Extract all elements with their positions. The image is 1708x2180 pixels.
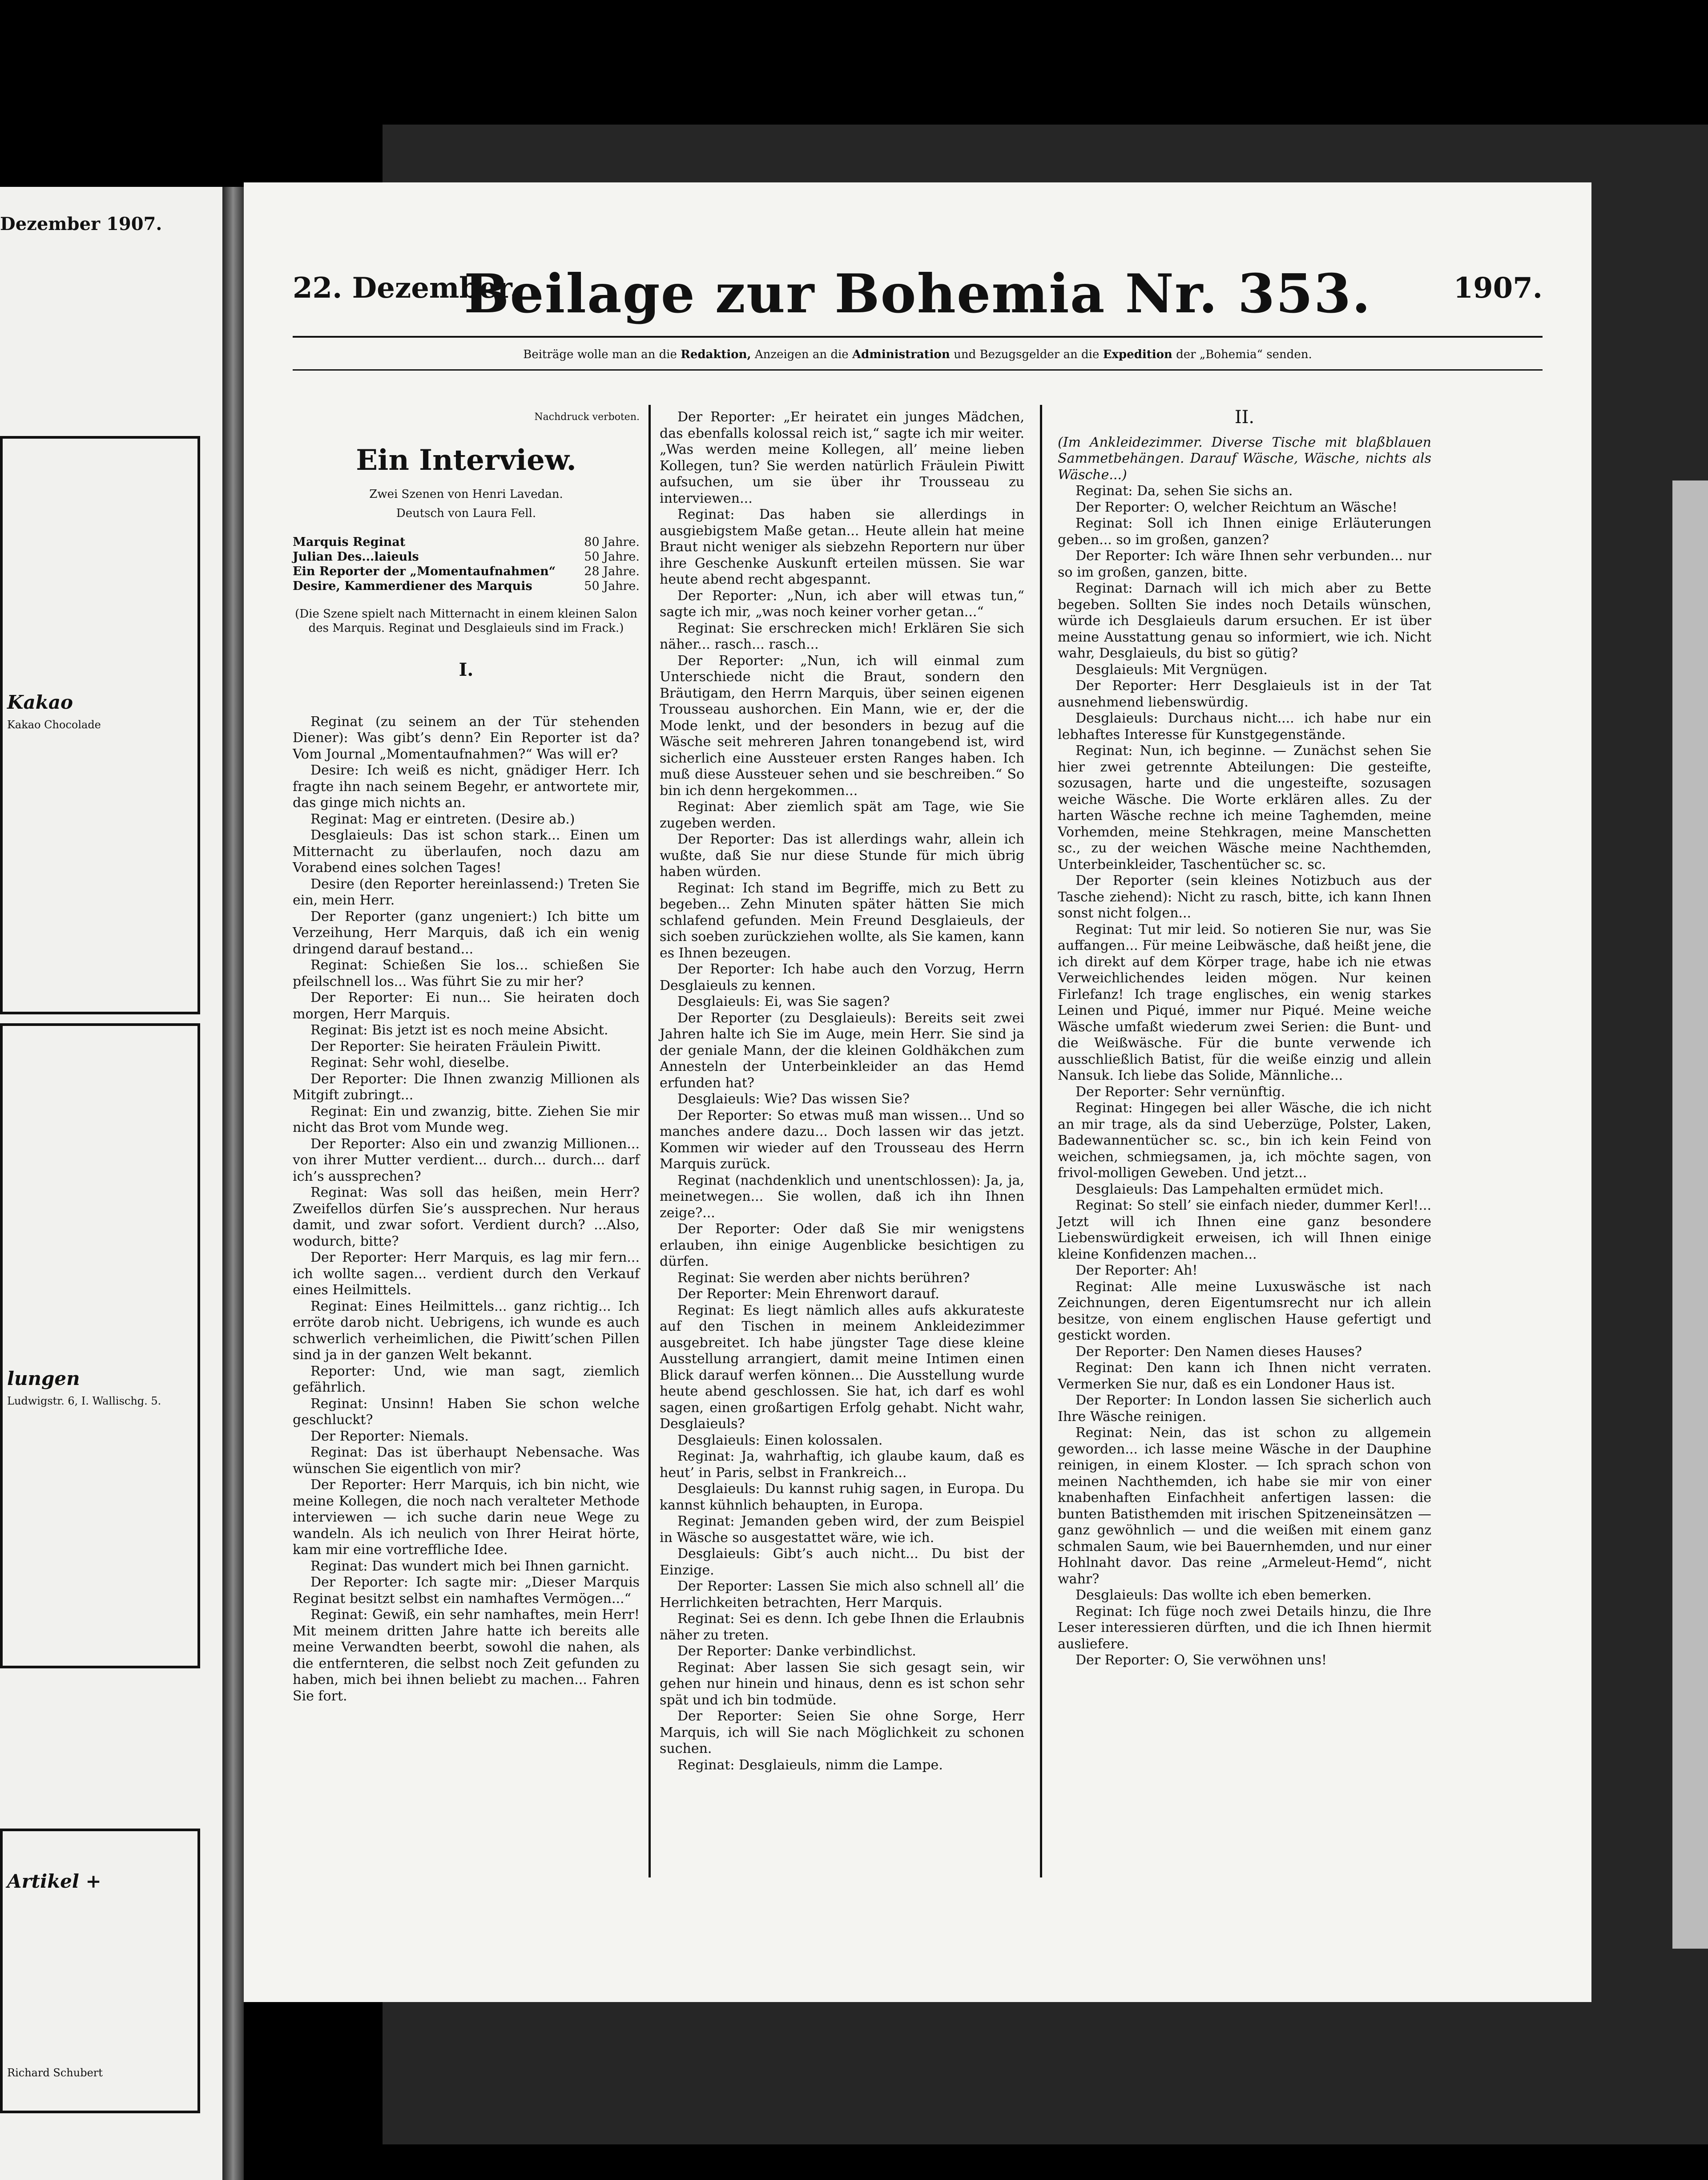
dialogue-paragraph: Der Reporter: Die Ihnen zwanzig Millionen als Mitgift zubringt... [293,1071,640,1103]
dialogue-paragraph: Der Reporter: Den Namen dieses Hauses? [1076,1344,1362,1360]
cast-age: 80 Jahre. [584,535,640,549]
dialogue-paragraph: Der Reporter: Ich habe auch den Vorzug, Herrn Desglaieuls zu kennen. [660,961,1024,993]
scene-2-stage-direction: (Im Ankleidezimmer. Diverse Tische mit blaßblauen Sammetbehängen. Darauf Wäsche, Wäsche, nichts als Wäsche...) [1058,434,1431,483]
scene-heading-1: I. [459,659,474,680]
dialogue-paragraph: Reginat: Ich füge noch zwei Details hinzu, die Ihre Leser interessieren dürften, und die ich Ihnen hiermit ausliefere. [1058,1603,1431,1652]
dialogue-paragraph: Der Reporter (ganz ungeniert:) Ich bitte um Verzeihung, Herr Marquis, daß ich ein wenig dringend darauf bestand... [293,908,640,957]
dialogue-paragraph: Desglaieuls: Einen kolossalen. [677,1432,883,1448]
dialogue-paragraph: Der Reporter: Lassen Sie mich also schnell all’ die Herrlichkeiten betrachten, Herr Marquis. [660,1578,1024,1611]
dialogue-paragraph: Desglaieuls: Das ist schon stark... Einen um Mitternacht zu überlaufen, noch dazu am Vorabend eines solchen Tages! [293,828,640,876]
dialogue-paragraph: Reginat: Das ist überhaupt Nebensache. Was wünschen Sie eigentlich von mir? [293,1445,640,1477]
cast-age: 28 Jahre. [584,565,640,578]
dialogue-paragraph: Reginat: Eines Heilmittels... ganz richtig... Ich erröte darob nicht. Uebrigens, ich wunde es auch schwerlich verheimlichen, die Piwitt’schen Pillen sind ja in der ganzen Welt bekannt. [293,1298,640,1363]
masthead-date: 22. Dezember. [293,271,520,305]
left-ad-1-title: Kakao [7,691,73,713]
left-page-fragment [0,187,222,2180]
dialogue-paragraph: Der Reporter: Ich wäre Ihnen sehr verbunden... nur so im großen, ganzen, bitte. [1058,548,1431,580]
notice-administration: Administration [852,348,950,361]
dialogue-paragraph: Reginat: Aber lassen Sie sich gesagt sein, wir gehen nur hinein und hinaus, denn es ist schon sehr spät und ich bin todmüde. [660,1659,1024,1708]
dialogue-paragraph: Der Reporter: In London lassen Sie sicherlich auch Ihre Wäsche reinigen. [1058,1393,1431,1425]
dialogue-paragraph: Der Reporter: „Nun, ich aber will etwas tun,“ sagte ich mir, „was noch keiner vorher getan...“ [660,588,1024,620]
dialogue-paragraph: Der Reporter: Herr Marquis, es lag mir fern... ich wollte sagen... verdient durch den Verkauf eines Heilmittels. [293,1250,640,1298]
dialogue-paragraph: Der Reporter: Herr Marquis, ich bin nicht, wie meine Kollegen, die noch nach veralteter Methode interviewen — ich suche darin neue Wege zu wandeln. Als ich neulich von Ihrer Heirat hörte, kam mir eine vortreffliche Idee. [293,1477,640,1558]
notice-pre: Beiträge wolle man an die [523,348,677,361]
left-ad-3-sub: Richard Schubert [7,2067,103,2079]
dialogue-paragraph: Der Reporter: Also ein und zwanzig Millionen... von ihrer Mutter verdient... durch... durch... darf ich’s aussprechen? [293,1136,640,1184]
cast-role: Ein Reporter der „Momentaufnahmen“ [293,565,556,578]
left-page-date: Dezember 1907. [0,214,162,234]
left-ad-2-sub: Ludwigstr. 6, I. Wallischg. 5. [7,1395,161,1407]
left-ad-3-title: Artikel + [7,1870,101,1892]
dialogue-paragraph: Reginat: Es liegt nämlich alles aufs akkurateste auf den Tischen in meinem Ankleidezimmer ausgebreitet. Ich habe jüngster Tage diese kleine Ausstellung arrangiert, damit meine Intimen einen Blick darauf werfen können... Die Ausstellung wurde heute abend geschlossen. Sie hat, ich darf es wohl sagen, einen großartigen Erfolg gehabt. Nicht wahr, Desglaieuls? [660,1302,1024,1432]
cast-row [293,549,640,564]
cast-role: Desire, Kammerdiener des Marquis [293,579,532,593]
dialogue-paragraph: Der Reporter: So etwas muß man wissen... Und so manches andere dazu... Doch lassen wir das jetzt. Kommen wir wieder auf den Trousseau des Herrn Marquis zurück. [660,1107,1024,1172]
cast-row [293,535,640,549]
dialogue-paragraph: Reporter: Und, wie man sagt, ziemlich gefährlich. [293,1363,640,1395]
dialogue-paragraph: Desglaieuls: Du kannst ruhig sagen, in Europa. Du kannst kühnlich behaupten, in Europa. [660,1481,1024,1513]
dialogue-paragraph: Der Reporter: Seien Sie ohne Sorge, Herr Marquis, ich will Sie nach Möglichkeit zu schonen suchen. [660,1708,1024,1756]
dialogue-paragraph: Der Reporter: Das ist allerdings wahr, allein ich wußte, daß Sie nur diese Stunde für mich übrig haben würden. [660,832,1024,880]
dialogue-paragraph: Der Reporter: Ah! [1076,1263,1198,1278]
masthead [293,262,1543,334]
notice-expedition: Expedition [1103,348,1172,361]
dialogue-paragraph: Reginat (zu seinem an der Tür stehenden Diener): Was gibt’s denn? Ein Reporter ist da? Vom Journal „Momentaufnahmen?“ Was will er? [293,714,640,762]
newspaper-page [244,182,1591,2002]
cast-role: Julian Des...laieuls [293,550,419,564]
column-3 [1058,409,1431,1669]
dialogue-paragraph: Der Reporter: Sehr vernünftig. [1076,1084,1285,1100]
dialogue-paragraph: Der Reporter (zu Desglaieuls): Bereits seit zwei Jahren halte ich Sie im Auge, mein Herr. Sie sind ja der geniale Mann, der die kleinen Goldhäkchen zum Annesteln der Unterbeinkleider an das Hemd erfunden hat? [660,1010,1024,1091]
dialogue-paragraph: Reginat: Sie werden aber nichts berühren? [677,1270,970,1286]
column-3-body [1058,483,1431,1669]
dialogue-paragraph: Reginat: Sehr wohl, dieselbe. [310,1055,510,1070]
scene-heading-2: II. [1234,407,1255,428]
dialogue-paragraph: Reginat: Tut mir leid. So notieren Sie nur, was Sie auffangen... Für meine Leibwäsche, daß heißt jene, die ich direkt auf dem Körper trage, habe ich nie etwas Verweichlichendes leiden mögen. Nur keinen Firlefanz! Ich trage englisches, ein wenig starkes Leinen und Piqué, immer nur Piqué. Meine weiche Wäsche umfaßt wiederum zwei Serien: die Bunt- und die Weißwäsche. Für die bunte verwende ich ausschließlich Batist, für die weiße einzig und allein Nansuk. Ich liebe das Solide, Männliche... [1058,921,1431,1083]
dialogue-paragraph: Reginat: Das wundert mich bei Ihnen garnicht. [310,1558,630,1574]
masthead-rule-top [293,336,1543,338]
masthead-year: 1907. [1453,271,1543,305]
dialogue-paragraph: Reginat: Den kann ich Ihnen nicht verraten. Vermerken Sie nur, daß es ein Londoner Haus ist. [1058,1360,1431,1392]
article-translator: Deutsch von Laura Fell. [396,506,536,520]
dialogue-paragraph: Desglaieuls: Durchaus nicht.... ich habe nur ein lebhaftes Interesse für Kunstgegenstände. [1058,711,1431,743]
dialogue-paragraph: Reginat: Ja, wahrhaftig, ich glaube kaum, daß es heut’ in Paris, selbst in Frankreich... [660,1449,1024,1481]
dialogue-paragraph: Der Reporter: „Er heiratet ein junges Mädchen, das ebenfalls kolossal reich ist,“ sagte ich mir weiter. „Was werden meine Kollegen, all’ meine lieben Kollegen, tun? Sie werden natürlich Fräulein Piwitt aufsuchen, um sie über ihr Trousseau zu interviewen... [660,409,1024,506]
column-2-body [660,409,1024,1773]
dialogue-paragraph: Reginat: Jemanden geben wird, der zum Beispiel in Wäsche so ausgestattet wäre, wie ich. [660,1514,1024,1546]
cast-age: 50 Jahre. [584,579,640,593]
column-2 [660,409,1024,1773]
cast-row [293,564,640,579]
book-gutter [222,187,244,2180]
column-rule-1 [649,405,651,1877]
dialogue-paragraph: Reginat: Alle meine Luxuswäsche ist nach Zeichnungen, deren Eigentumsrecht nur ich allein besitze, von einem englischen Hause gefertigt und gestickt worden. [1058,1279,1431,1343]
dialogue-paragraph: Reginat: Bis jetzt ist es noch meine Absicht. [310,1022,608,1038]
dialogue-paragraph: Reginat: So stell’ sie einfach nieder, dummer Kerl!... Jetzt will ich Ihnen eine ganz besondere Liebenswürdigkeit erweisen, ich will Ihnen einige kleine Konfidenzen machen... [1058,1198,1431,1262]
dialogue-paragraph: Der Reporter: Niemals. [310,1428,469,1444]
dialogue-paragraph: Der Reporter: Ich sagte mir: „Dieser Marquis Reginat besitzt selbst ein namhaftes Vermögen...“ [293,1574,640,1607]
dialogue-paragraph: Reginat: Sie erschrecken mich! Erklären Sie sich näher... rasch... rasch... [660,620,1024,652]
notice-mid1: Anzeigen an die [754,348,849,361]
dialogue-paragraph: Der Reporter: „Nun, ich will einmal zum Unterschiede nicht die Braut, sondern den Bräutigam, den Herrn Marquis, über seinen eigenen Trousseau aushorchen. Ein Mann, wie er, der die Mode lenkt, und der besonders in bezug auf die Wäsche seit mehreren Jahren tonangebend ist, wird sicherlich eine Aussteuer ersten Ranges haben. Ich muß diese Aussteuer sehen und sie beschreiben.“ So bin ich denn hergekommen... [660,653,1024,799]
dialogue-paragraph: Reginat: Nein, das ist schon zu allgemein geworden... ich lasse meine Wäsche in der Dauphine reinigen, in einem Kloster. — Ich sprach schon von meinen Nachthemden, ich habe sie mir von einer knabenhaften Einfachheit anfertigen lassen: die bunten Batisthemden mit irischen Spitzeneinsätzen — ganz gewöhnlich — und die weißen mit einem ganz schmalen Saum, wie bei Bauernhemden, und nur einer Hohlnaht davor. Das reine „Armeleut-Hemd“, nicht wahr? [1058,1425,1431,1587]
column-1-body [293,714,640,1705]
notice-mid2: und Bezugsgelder an die [954,348,1100,361]
dialogue-paragraph: Desglaieuls: Das Lampehalten ermüdet mich. [1076,1181,1384,1197]
dialogue-paragraph: Reginat: Ein und zwanzig, bitte. Ziehen Sie mir nicht das Brot vom Munde weg. [293,1103,640,1135]
left-ad-2-title: lungen [7,1368,80,1389]
article-title: Ein Interview. [356,443,576,477]
page-stack-edge [1672,480,1708,1949]
notice-redaktion: Redaktion, [681,348,751,361]
dialogue-paragraph: Reginat: Ich stand im Begriffe, mich zu Bett zu begeben... Zehn Minuten später hätten Sie mich schlafend gefunden. Mein Freund Desglaieuls, der sich soeben zurückziehen wollte, als Sie kamen, kann es Ihnen bezeugen. [660,880,1024,961]
left-ad-3 [0,1829,200,2113]
dialogue-paragraph: Der Reporter: Herr Desglaieuls ist in der Tat ausnehmend liebenswürdig. [1058,678,1431,710]
dialogue-paragraph: Desglaieuls: Mit Vergnügen. [1076,662,1268,678]
dialogue-paragraph: Desglaieuls: Gibt’s auch nicht... Du bist der Einzige. [660,1546,1024,1578]
left-ad-2 [0,1023,200,1668]
dialogue-paragraph: Der Reporter (sein kleines Notizbuch aus der Tasche ziehend): Nicht zu rasch, bitte, ich kann Ihnen sonst nicht folgen... [1058,873,1431,921]
submission-notice [293,348,1543,361]
dialogue-paragraph: Reginat: Unsinn! Haben Sie schon welche geschluckt? [293,1396,640,1428]
left-ad-1-sub: Kakao Chocolade [7,719,101,731]
column-rule-2 [1040,405,1042,1877]
cast-age: 50 Jahre. [584,550,640,564]
dialogue-paragraph: Der Reporter: Danke verbindlichst. [677,1643,916,1659]
masthead-title: Beilage zur Bohemia Nr. 353. [464,262,1371,325]
dialogue-paragraph: Reginat: Aber ziemlich spät am Tage, wie Sie zugeben werden. [660,799,1024,831]
cast-row [293,579,640,593]
left-ad-1 [0,436,200,1014]
cast-role: Marquis Reginat [293,535,406,549]
cast-list [293,535,640,593]
dialogue-paragraph: Reginat: Darnach will ich mich aber zu Bette begeben. Sollten Sie indes noch Details wünschen, würde ich Desglaieuls darum ersuchen. Er ist über meine Ausstattung genau so informiert, wie ich. Nicht wahr, Desglaieuls, du bist so gütig? [1058,581,1431,661]
dialogue-paragraph: Desglaieuls: Das wollte ich eben bemerken. [1076,1587,1372,1603]
dialogue-paragraph: Desglaieuls: Wie? Das wissen Sie? [677,1091,910,1107]
dialogue-paragraph: Desglaieuls: Ei, was Sie sagen? [677,994,890,1009]
dialogue-paragraph: Der Reporter: O, Sie verwöhnen uns! [1076,1652,1327,1668]
article-subtitle: Zwei Szenen von Henri Lavedan. [369,488,563,501]
dialogue-paragraph: Desire (den Reporter hereinlassend:) Treten Sie ein, mein Herr. [293,876,640,908]
dialogue-paragraph: Der Reporter: Oder daß Sie mir wenigstens erlauben, ihn einige Augenblicke besichtigen zu dürfen. [660,1221,1024,1269]
scene-note: (Die Szene spielt nach Mitternacht in einem kleinen Salon des Marquis. Reginat und Desglaieuls sind im Frack.) [295,607,637,635]
dialogue-paragraph: Reginat: Das haben sie allerdings in ausgiebigstem Maße getan... Heute allein hat meine Braut nicht weniger als siebzehn Reportern nur über ihre Geschenke Auskunft erteilen müssen. Sie war heute abend recht abgespannt. [660,507,1024,587]
dialogue-paragraph: Reginat: Schießen Sie los... schießen Sie pfeilschnell los... Was führt Sie zu mir her? [293,957,640,989]
dialogue-paragraph: Desire: Ich weiß es nicht, gnädiger Herr. Ich fragte ihn nach seinem Begehr, er antwortete mir, das ginge mich nichts an. [293,763,640,811]
dialogue-paragraph: Der Reporter: Sie heiraten Fräulein Piwitt. [310,1038,601,1054]
dialogue-paragraph: Reginat: Desglaieuls, nimm die Lampe. [677,1757,943,1773]
dialogue-paragraph: Der Reporter: Ei nun... Sie heiraten doch morgen, Herr Marquis. [293,990,640,1022]
dialogue-paragraph: Reginat: Sei es denn. Ich gebe Ihnen die Erlaubnis näher zu treten. [660,1611,1024,1643]
dialogue-paragraph: Reginat: Da, sehen Sie sichs an. [1076,483,1293,499]
dialogue-paragraph: Reginat: Hingegen bei aller Wäsche, die ich nicht an mir trage, als da sind Ueberzüge, Polster, Laken, Badewannentücher sc. sc., bin ich kein Feind von weichen, schmiegsamen, ja, ich möchte sagen, von frivol-molligen Geweben. Und jetzt... [1058,1100,1431,1181]
masthead-rule-bottom [293,369,1543,371]
dialogue-paragraph: Reginat: Soll ich Ihnen einige Erläuterungen geben... so im großen, ganzen? [1058,516,1431,548]
dialogue-paragraph: Reginat: Was soll das heißen, mein Herr? Zweifellos dürfen Sie’s aussprechen. Nur heraus damit, und zwar sofort. Verdient durch? ...Also, wodurch, bitte? [293,1185,640,1249]
reprint-notice: Nachdruck verboten. [534,412,640,423]
dialogue-paragraph: Reginat: Gewiß, ein sehr namhaftes, mein Herr! Mit meinem dritten Jahre hatte ich bereits alle meine Verwandten beerbt, sowohl die nahen, als die entfernteren, die selbst noch Zeit gefunden zu haben, mich bei ihnen beliebt zu machen... Fahren Sie fort. [293,1607,640,1704]
dialogue-paragraph: Reginat (nachdenklich und unentschlossen): Ja, ja, meinetwegen... Sie wollen, daß ich ihn Ihnen zeige?... [660,1172,1024,1221]
column-1 [293,409,640,1704]
dialogue-paragraph: Der Reporter: O, welcher Reichtum an Wäsche! [1076,499,1398,515]
dialogue-paragraph: Reginat: Nun, ich beginne. — Zunächst sehen Sie hier zwei getrennte Abteilungen: Die gesteifte, sozusagen, harte und die ungesteifte, sozusagen weiche Wäsche. Die Worte erklären alles. Zu der harten Wäsche rechne ich meine Taghemden, meine Vorhemden, meine Stehkragen, meine Manschetten sc., zu der weichen Wäsche meine Nachthemden, Unterbeinkleider, Taschentücher sc. sc. [1058,743,1431,872]
dialogue-paragraph: Reginat: Mag er eintreten. (Desire ab.) [310,811,575,827]
dialogue-paragraph: Der Reporter: Mein Ehrenwort darauf. [677,1286,939,1302]
notice-post: der „Bohemia“ senden. [1176,348,1312,361]
